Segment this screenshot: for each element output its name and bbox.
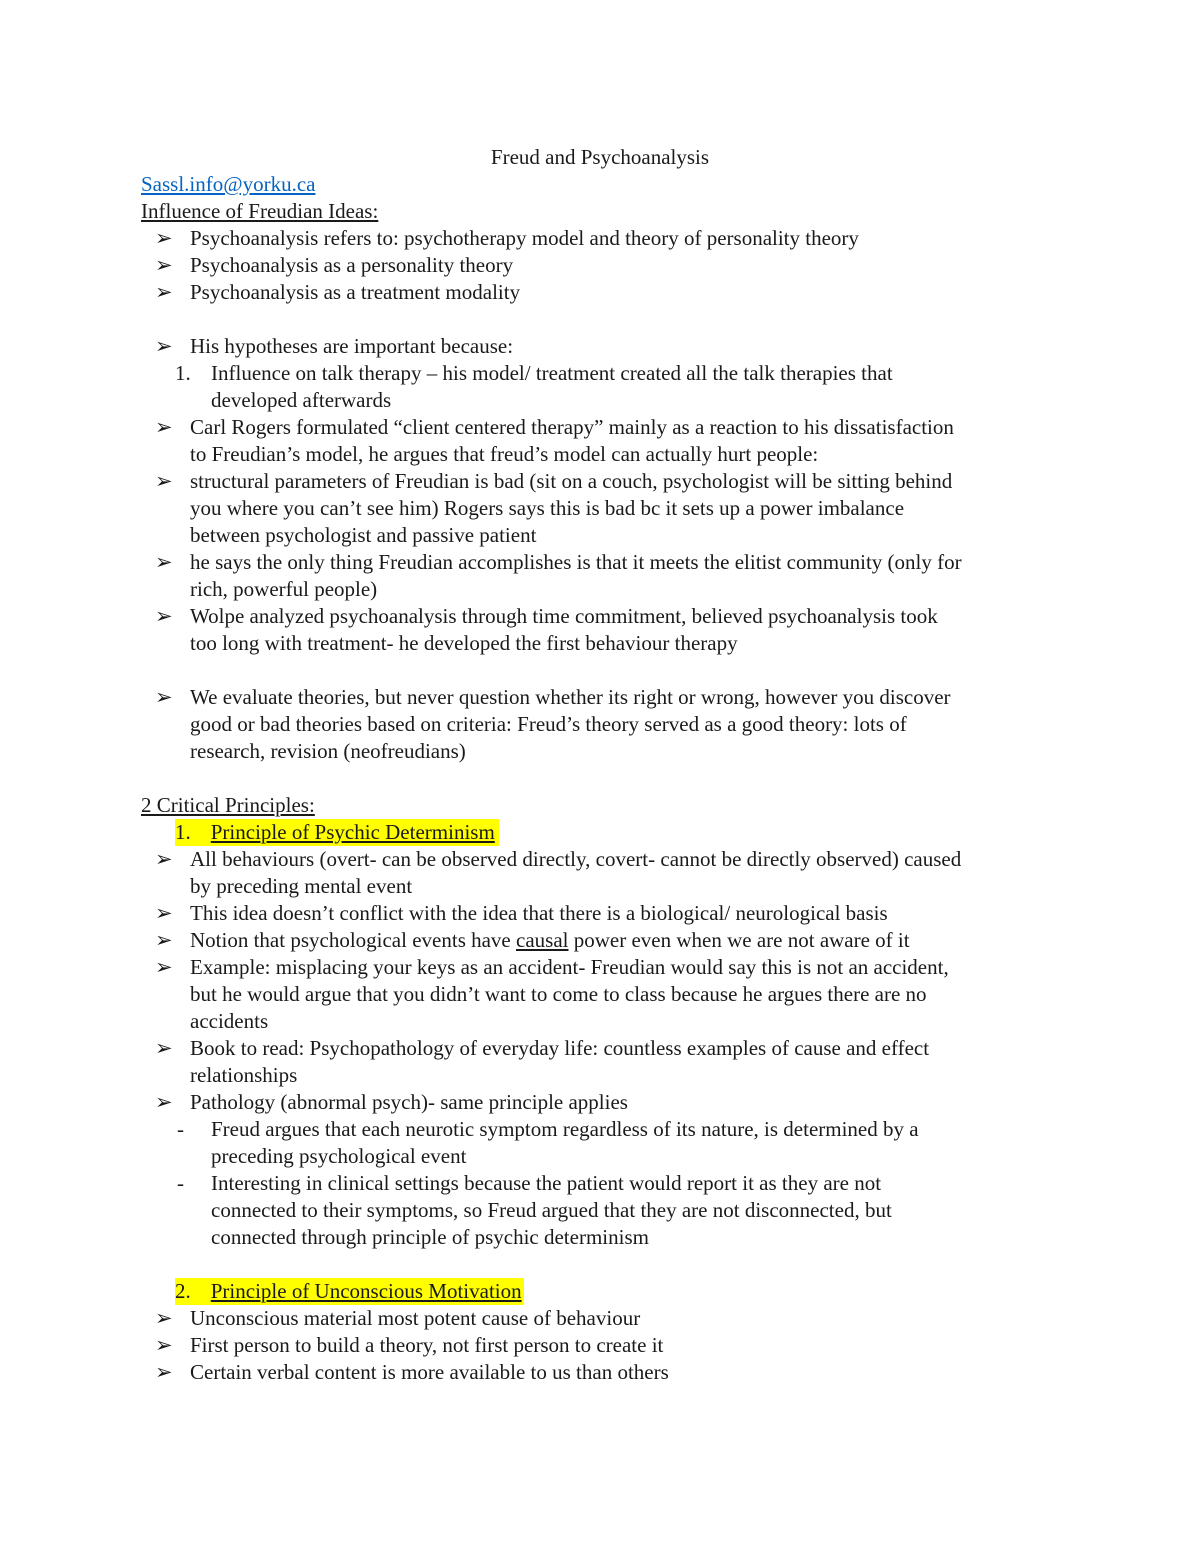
- list-item-continued: developed afterwards: [211, 388, 392, 412]
- principle-heading-2: [175, 1278, 524, 1305]
- list-number: 2.: [175, 1279, 191, 1303]
- list-item-continued: you where you can’t see him) Rogers says this is bad bc it sets up a power imbalance: [190, 496, 905, 520]
- sub-list-item-continued: connected to their symptoms, so Freud argued that they are not disconnected, but: [211, 1198, 892, 1222]
- arrow-bullet-icon: ➢: [155, 1333, 173, 1357]
- list-item: Psychoanalysis as a treatment modality: [190, 280, 521, 304]
- arrow-bullet-icon: ➢: [155, 469, 173, 493]
- underlined-word: causal: [516, 928, 569, 952]
- text-span: power even when we are not aware of it: [568, 928, 910, 952]
- list-item-continued: too long with treatment- he developed the first behaviour therapy: [190, 631, 738, 655]
- arrow-bullet-icon: ➢: [155, 415, 173, 439]
- list-item: We evaluate theories, but never question whether its right or wrong, however you discover: [190, 685, 951, 709]
- arrow-bullet-icon: ➢: [155, 280, 173, 304]
- sub-list-item: Interesting in clinical settings because the patient would report it as they are not: [211, 1171, 882, 1195]
- list-item: His hypotheses are important because:: [190, 334, 514, 358]
- section-heading-principles: 2 Critical Principles:: [141, 793, 315, 817]
- list-item: Influence on talk therapy – his model/ treatment created all the talk therapies that: [211, 361, 893, 385]
- list-item-continued: by preceding mental event: [190, 874, 413, 898]
- principle-heading-1: [175, 819, 499, 846]
- list-item: Wolpe analyzed psychoanalysis through time commitment, believed psychoanalysis took: [190, 604, 938, 628]
- list-item: Certain verbal content is more available to us than others: [190, 1360, 669, 1384]
- arrow-bullet-icon: ➢: [155, 901, 173, 925]
- sub-list-item: Freud argues that each neurotic symptom regardless of its nature, is determined by a: [211, 1117, 919, 1141]
- page-title: Freud and Psychoanalysis: [490, 145, 710, 169]
- email-link[interactable]: Sassl.info@yorku.ca: [141, 172, 316, 196]
- dash-bullet-icon: -: [177, 1171, 184, 1195]
- list-number: 1.: [175, 820, 191, 844]
- list-item-continued: to Freudian’s model, he argues that freud’s model can actually hurt people:: [190, 442, 819, 466]
- list-item-continued: rich, powerful people): [190, 577, 378, 601]
- arrow-bullet-icon: ➢: [155, 1360, 173, 1384]
- arrow-bullet-icon: ➢: [155, 604, 173, 628]
- list-item: Psychoanalysis refers to: psychotherapy model and theory of personality theory: [190, 226, 859, 250]
- list-item-continued: research, revision (neofreudians): [190, 739, 466, 763]
- list-item-continued: but he would argue that you didn’t want to come to class because he argues there are no: [190, 982, 927, 1006]
- list-item: Example: misplacing your keys as an accident- Freudian would say this is not an accident,: [190, 955, 949, 979]
- list-item: First person to build a theory, not first person to create it: [190, 1333, 664, 1357]
- sub-list-item-continued: connected through principle of psychic determinism: [211, 1225, 649, 1249]
- list-item-continued: accidents: [190, 1009, 269, 1033]
- list-item-continued: good or bad theories based on criteria: Freud’s theory served as a good theory: lots of: [190, 712, 907, 736]
- list-item-continued: between psychologist and passive patient: [190, 523, 537, 547]
- arrow-bullet-icon: ➢: [155, 550, 173, 574]
- list-item-continued: relationships: [190, 1063, 298, 1087]
- arrow-bullet-icon: ➢: [155, 928, 173, 952]
- list-item: Unconscious material most potent cause of behaviour: [190, 1306, 641, 1330]
- arrow-bullet-icon: ➢: [155, 847, 173, 871]
- arrow-bullet-icon: ➢: [155, 685, 173, 709]
- section-heading-influence: Influence of Freudian Ideas:: [141, 199, 379, 223]
- list-item: All behaviours (overt- can be observed directly, covert- cannot be directly observed) caused: [190, 847, 962, 871]
- dash-bullet-icon: -: [177, 1117, 184, 1141]
- list-item: he says the only thing Freudian accomplishes is that it meets the elitist community (only for: [190, 550, 962, 574]
- list-item: Pathology (abnormal psych)- same principle applies: [190, 1090, 628, 1114]
- text-span: Notion that psychological events have: [190, 928, 517, 952]
- principle-title: Principle of Psychic Determinism: [210, 820, 495, 844]
- sub-list-item-continued: preceding psychological event: [211, 1144, 467, 1168]
- arrow-bullet-icon: ➢: [155, 1306, 173, 1330]
- list-item: [190, 927, 910, 954]
- arrow-bullet-icon: ➢: [155, 253, 173, 277]
- arrow-bullet-icon: ➢: [155, 955, 173, 979]
- arrow-bullet-icon: ➢: [155, 226, 173, 250]
- list-item: structural parameters of Freudian is bad (sit on a couch, psychologist will be sitting behind: [190, 469, 953, 493]
- list-item: Carl Rogers formulated “client centered therapy” mainly as a reaction to his dissatisfaction: [190, 415, 954, 439]
- list-item: This idea doesn’t conflict with the idea that there is a biological/ neurological basis: [190, 901, 888, 925]
- arrow-bullet-icon: ➢: [155, 334, 173, 358]
- list-number: 1.: [175, 361, 191, 385]
- arrow-bullet-icon: ➢: [155, 1090, 173, 1114]
- arrow-bullet-icon: ➢: [155, 1036, 173, 1060]
- list-item: Psychoanalysis as a personality theory: [190, 253, 514, 277]
- list-item: Book to read: Psychopathology of everyday life: countless examples of cause and effect: [190, 1036, 930, 1060]
- principle-title: Principle of Unconscious Motivation: [210, 1279, 522, 1303]
